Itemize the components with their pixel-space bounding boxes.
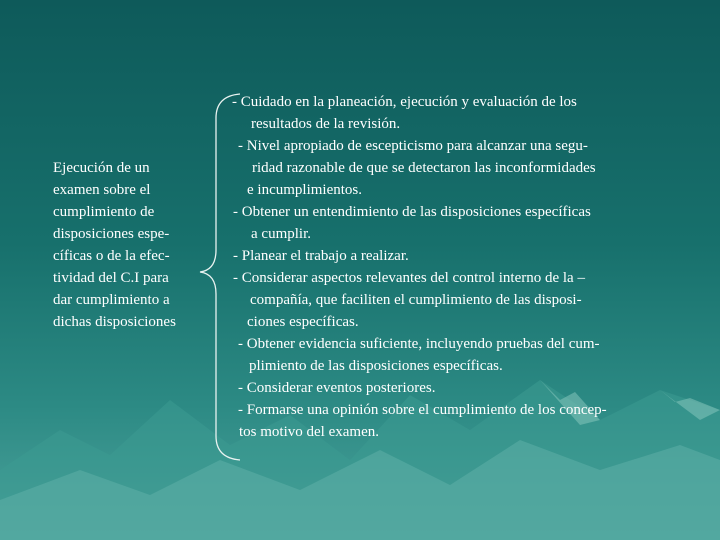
list-item: - Considerar eventos posteriores. (238, 380, 436, 396)
left-line: cíficas o de la efec- (53, 248, 170, 264)
list-item-continuation: tos motivo del examen. (239, 424, 379, 440)
list-item: - Obtener evidencia suficiente, incluyendo pruebas del cum- (238, 336, 600, 352)
list-item-continuation: a cumplir. (251, 226, 311, 242)
list-item: - Cuidado en la planeación, ejecución y evaluación de los (232, 94, 577, 110)
left-line: cumplimiento de (53, 204, 155, 220)
list-item: - Formarse una opinión sobre el cumplimiento de los concep- (238, 402, 607, 418)
list-item-continuation: ridad razonable de que se detectaron las inconformidades (252, 160, 596, 176)
list-item: - Nivel apropiado de escepticismo para alcanzar una segu- (238, 138, 588, 154)
left-line: disposiciones espe- (53, 226, 170, 242)
list-item-continuation: plimiento de las disposiciones específicas. (249, 358, 503, 374)
left-line: dichas disposiciones (53, 314, 176, 330)
list-item-continuation: resultados de la revisión. (251, 116, 401, 132)
left-line: examen sobre el (53, 182, 151, 198)
list-item-continuation: compañía, que faciliten el cumplimiento de las disposi- (250, 292, 582, 308)
list-item: - Planear el trabajo a realizar. (233, 248, 409, 264)
list-item: - Considerar aspectos relevantes del control interno de la – (233, 270, 585, 286)
requirements-list (230, 91, 700, 443)
left-line: Ejecución de un (53, 160, 150, 176)
left-line: tividad del C.I para (53, 270, 169, 286)
left-line: dar cumplimiento a (53, 292, 170, 308)
list-item-continuation: e incumplimientos. (247, 182, 362, 198)
list-item: - Obtener un entendimiento de las disposiciones específicas (233, 204, 591, 220)
list-item-continuation: ciones específicas. (247, 314, 359, 330)
